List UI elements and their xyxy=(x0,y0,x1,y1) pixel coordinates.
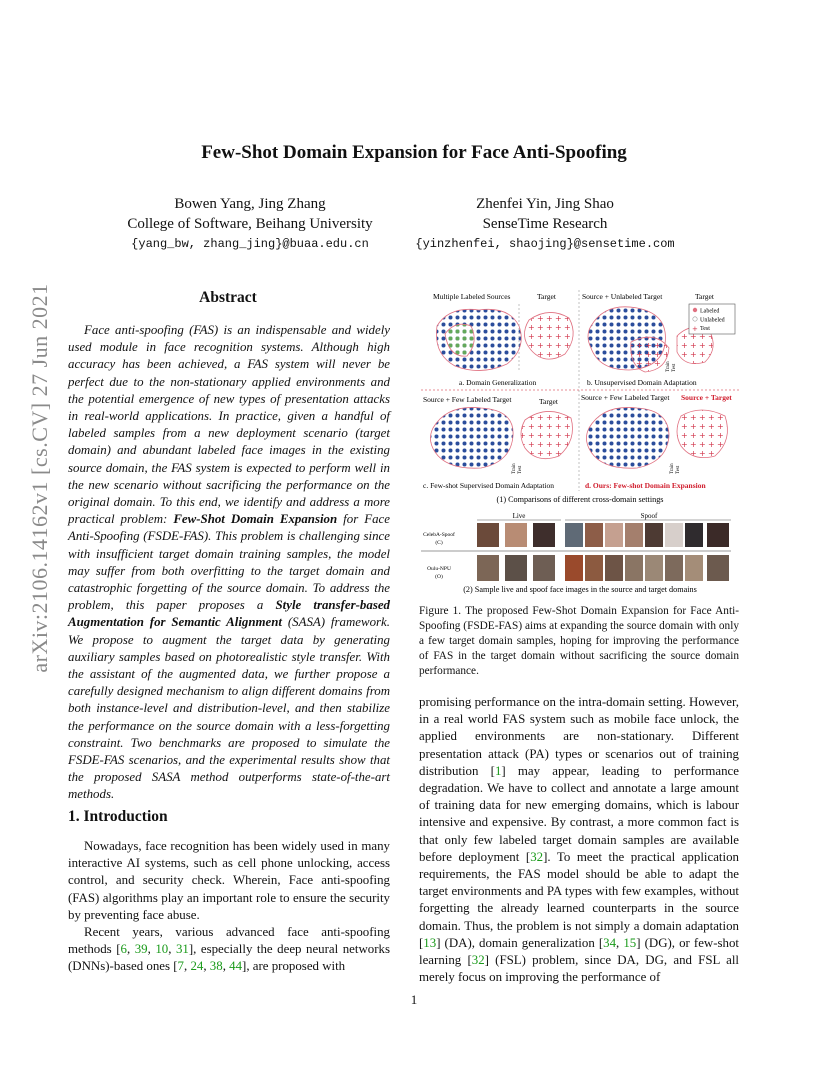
citation-link[interactable]: 44 xyxy=(229,959,243,974)
citation-link[interactable]: 6 xyxy=(120,942,127,957)
face-thumbnail xyxy=(665,555,683,581)
face-thumbnail xyxy=(707,523,729,547)
face-thumbnail xyxy=(533,523,555,547)
legend-item: Test xyxy=(700,326,710,332)
panel-a xyxy=(433,292,573,387)
panel-title: Target xyxy=(537,292,556,301)
panel-title: Target xyxy=(695,292,714,301)
face-thumbnail xyxy=(665,523,683,547)
page-number: 1 xyxy=(410,992,418,1007)
author-affiliation: College of Software, Beihang University xyxy=(127,216,373,232)
introduction-body xyxy=(68,838,390,976)
panel-title: Multiple Labeled Sources xyxy=(433,292,511,301)
test-label: Test xyxy=(518,465,523,474)
face-thumbnail xyxy=(645,523,663,547)
abstract-text: (SASA) framework. We propose to augment the target data by generating auxiliary samples based on photorealistic style transfer. With the assistant of the augmented data, we further propose a carefully designed mechanism to align different domains from both instance-level and distribution-level, and then stabilize the performance on the source domain with a less-forgetting constraint. Two benchmarks are proposed to simulate the FSDE-FAS scenarios, and the experimental results show that the proposed SASA method outperforms state-of-the-art methods. xyxy=(68,615,390,802)
face-thumbnail xyxy=(477,555,499,581)
abstract-emphasis: Few-Shot Domain Expansion xyxy=(173,512,338,527)
test-label: Test xyxy=(672,363,677,372)
row-label: CelebA-Spoof xyxy=(423,532,455,538)
spoof-label: Spoof xyxy=(640,512,658,520)
panel-c xyxy=(423,395,573,490)
legend-item: Labeled xyxy=(700,308,720,315)
face-thumbnail xyxy=(685,555,703,581)
figure-part1-caption: (1) Comparisons of different cross-domain settings xyxy=(496,495,664,504)
paragraph: Recent years, various advanced face anti-spoofing methods [6, 39, 10, 31], especially the deep neural networks (DNNs)-based ones [7, 24, 38, 44], are proposed with xyxy=(68,925,390,974)
citation-link[interactable]: 13 xyxy=(423,935,437,950)
citation-link[interactable]: 15 xyxy=(623,935,637,950)
face-thumbnail xyxy=(585,555,603,581)
citation-link[interactable]: 7 xyxy=(177,959,184,974)
panel-title: Source + Unlabeled Target xyxy=(582,292,663,301)
face-row-celeba xyxy=(477,523,729,547)
panel-caption: c. Few-shot Supervised Domain Adaptation xyxy=(423,481,555,490)
author-names: Bowen Yang, Jing Zhang xyxy=(174,196,326,212)
panel-caption: d. Ours: Few-shot Domain Expansion xyxy=(585,481,706,490)
train-label: Train xyxy=(666,361,671,372)
face-thumbnail xyxy=(645,555,663,581)
paragraph: Nowadays, face recognition has been widely used in many interactive AI systems, such as cell phone unlocking, access control, and security check. Wherein, Face anti-spoofing (FAS) algorithms play an important role to ensure the security by preventing face abuse. xyxy=(68,839,390,922)
face-thumbnail xyxy=(533,555,555,581)
face-thumbnail xyxy=(605,523,623,547)
arxiv-stamp xyxy=(27,283,52,673)
panel-caption: a. Domain Generalization xyxy=(459,378,537,387)
abstract-emphasis: Style transfer-based Augmentation for Semantic Alignment xyxy=(68,598,390,630)
panel-title: Source + Target xyxy=(681,393,732,402)
face-thumbnail xyxy=(477,523,499,547)
citation-link[interactable]: 34 xyxy=(603,935,617,950)
face-thumbnail xyxy=(505,523,527,547)
author-names: Zhenfei Yin, Jing Shao xyxy=(476,196,614,212)
figure-1 xyxy=(419,286,741,598)
author-email: {yang_bw, zhang_jing}@buaa.edu.cn xyxy=(131,237,369,251)
panel-caption: b. Unsupervised Domain Adaptation xyxy=(587,378,697,387)
live-label: Live xyxy=(512,512,526,520)
face-thumbnail xyxy=(505,555,527,581)
paper-title: Few-Shot Domain Expansion for Face Anti-Spoofing xyxy=(201,142,627,163)
face-thumbnail xyxy=(565,523,583,547)
citation-link[interactable]: 32 xyxy=(530,849,544,864)
face-thumbnail xyxy=(605,555,623,581)
citation-link[interactable]: 24 xyxy=(190,959,204,974)
face-thumbnail xyxy=(625,523,643,547)
sample-faces xyxy=(421,512,731,581)
right-column-body: promising performance on the intra-domain setting. However, in a real world FAS system such as mobile face unlock, the applied environments are non-stationary. Different presentation attack (PA) types or scenarios out of training distribution [1] may appear, leading to performance degradation. We have to collect and annotate a large amount of training data for new emerging domains, which is labour intensive and expensive. By contrast, a more common fact is that only few labeled target domain samples are available before deployment [32]. To meet the practical application requirements, the FAS model should be able to adapt the target environments and PA types with few examples, without forgetting the already learned counterparts in the source domain. Thus, the problem is not simply a domain adaptation [13] (DA), domain generalization [34, 15] (DG), or few-shot learning [32] (FSL) problem, since DA, DG, and FSL all merely focus on improving the performance of xyxy=(419,695,740,985)
abstract-text: Face anti-spoofing (FAS) is an indispensable and widely used module in face recognition systems. Although high accuracy has been achieved, a FAS system will never be perfect due to the non-stationary applied environments and the potential emergence of new types of presentation attacks in real-world applications. In practice, given a handful of labeled samples from a new deployment scenario (target domain) and abundant labeled face images in the existing source domain, the FAS system is expected to perform well in the new scenario without sacrificing the performance on the original domain. To this end, we identify and address a more practical problem: xyxy=(68,323,390,527)
panel-d xyxy=(581,393,732,490)
citation-link[interactable]: 38 xyxy=(209,959,223,974)
face-thumbnail xyxy=(707,555,729,581)
panel-title: Source + Few Labeled Target xyxy=(581,393,670,402)
legend-marker: + xyxy=(692,325,698,333)
face-thumbnail xyxy=(585,523,603,547)
abstract-body xyxy=(68,322,390,804)
legend-item: Unlabeled xyxy=(700,317,725,324)
test-label: Test xyxy=(676,465,681,474)
citation-link[interactable]: 39 xyxy=(134,942,148,957)
citation-link[interactable]: 10 xyxy=(155,942,169,957)
arxiv-id: arXiv:2106.14162v1 [cs.CV] 27 Jun 2021 xyxy=(27,283,52,673)
figure-part2-caption: (2) Sample live and spoof face images in the source and target domains xyxy=(463,585,697,594)
train-label: Train xyxy=(512,463,517,474)
row-label: (C) xyxy=(435,540,443,546)
face-thumbnail xyxy=(685,523,703,547)
panel-title: Source + Few Labeled Target xyxy=(423,395,512,404)
abstract-text: for Face Anti-Spoofing (FSDE-FAS). This problem is challenging since with insufficient target domain training samples, the model may suffer from both overfitting to the target domain and catastrophic forgetting of the source domain. To address the problem, this paper proposes a xyxy=(68,512,390,613)
citation-link[interactable]: 31 xyxy=(175,942,189,957)
face-thumbnail xyxy=(625,555,643,581)
citation-link[interactable]: 1 xyxy=(494,763,502,778)
legend-marker xyxy=(693,308,697,312)
face-thumbnail xyxy=(565,555,583,581)
author-affiliation: SenseTime Research xyxy=(482,216,608,232)
face-row-oulu xyxy=(477,555,729,581)
row-label: (O) xyxy=(435,574,443,580)
author-block-1 xyxy=(100,194,400,254)
panel-title: Target xyxy=(539,397,558,406)
author-email: {yinzhenfei, shaojing}@sensetime.com xyxy=(415,237,675,251)
train-label: Train xyxy=(670,463,675,474)
abstract-heading: Abstract xyxy=(199,289,257,306)
section-heading-introduction: 1. Introduction xyxy=(68,808,168,825)
figure-caption: Figure 1. The proposed Few-Shot Domain Expansion for Face Anti-Spoofing (FSDE-FAS) aims at expanding the source domain with only a few target domain samples, hoping for improving the performance of FAS in the target domain without sacrificing the source domain performance. xyxy=(419,605,739,677)
figure-1-graphic xyxy=(419,286,741,598)
author-block-2 xyxy=(405,194,685,254)
row-label: Oulu-NPU xyxy=(427,566,451,572)
citation-link[interactable]: 32 xyxy=(471,953,485,968)
